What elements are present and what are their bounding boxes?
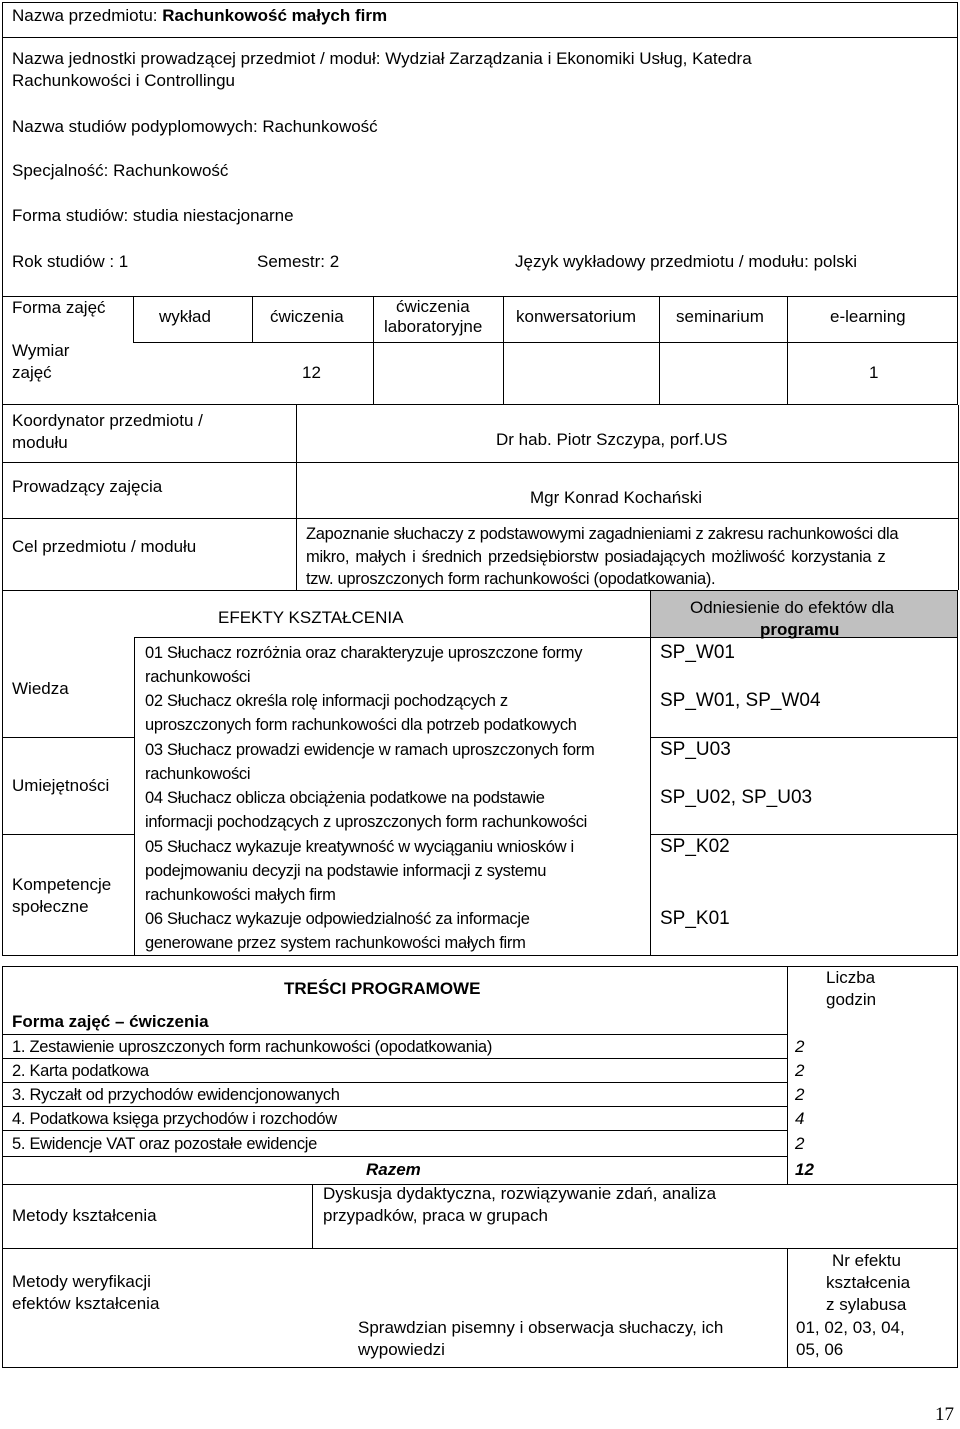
divider bbox=[650, 737, 958, 738]
program-item: 4. Podatkowa księga przychodów i rozchodów bbox=[12, 1110, 337, 1128]
col-seminar: seminarium bbox=[676, 307, 764, 326]
effect-line: 02 Słuchacz określa rolę informacji pochodzących z bbox=[145, 692, 508, 710]
study-form: Forma studiów: studia niestacjonarne bbox=[12, 206, 294, 225]
effect-line: uproszczonych form rachunkowości dla potrzeb podatkowych bbox=[145, 716, 577, 734]
program-item: 1. Zestawienie uproszczonych form rachunkowości (opodatkowania) bbox=[12, 1038, 493, 1056]
effect-ref: SP_U03 bbox=[660, 739, 731, 760]
effect-line: 06 Słuchacz wykazuje odpowiedzialność za informacje bbox=[145, 910, 530, 928]
category-knowledge: Wiedza bbox=[12, 679, 69, 698]
semester: Semestr: 2 bbox=[257, 252, 340, 271]
divider bbox=[2, 737, 134, 738]
refs-title-1: Odniesienie do efektów dla bbox=[690, 598, 895, 617]
program-item: 2. Karta podatkowa bbox=[12, 1062, 149, 1080]
effect-ref: SP_K01 bbox=[660, 908, 730, 929]
coordinator-label-1: Koordynator przedmiotu / bbox=[12, 411, 203, 430]
col-lab-1: ćwiczenia bbox=[396, 297, 470, 316]
unit-line-2: Rachunkowości i Controllingu bbox=[12, 71, 236, 90]
effect-line: rachunkowości bbox=[145, 765, 251, 783]
divider bbox=[2, 405, 3, 590]
study-year: Rok studiów : 1 bbox=[12, 252, 129, 271]
form-header: Forma zajęć – ćwiczenia bbox=[12, 1012, 209, 1031]
coordinator-value: Dr hab. Piotr Szczypa, porf.US bbox=[496, 430, 728, 449]
effect-ref: SP_U02, SP_U03 bbox=[660, 787, 813, 808]
divider bbox=[2, 1156, 787, 1157]
divider bbox=[2, 462, 958, 463]
divider bbox=[2, 1130, 787, 1131]
divider bbox=[2, 1082, 787, 1083]
divider bbox=[134, 637, 135, 956]
verification-effects-2: 05, 06 bbox=[796, 1340, 844, 1359]
subject-value: Rachunkowość małych firm bbox=[162, 6, 388, 25]
teacher-label: Prowadzący zajęcia bbox=[12, 477, 163, 496]
effect-line: podejmowaniu decyzji na podstawie informacji z systemu bbox=[145, 862, 547, 880]
language: Język wykładowy przedmiotu / modułu: polski bbox=[515, 252, 858, 271]
divider bbox=[503, 296, 504, 405]
refs-title-2: programu bbox=[760, 620, 840, 639]
divider bbox=[2, 1034, 787, 1035]
effect-no-1: Nr efektu bbox=[832, 1251, 901, 1270]
divider bbox=[2, 296, 958, 297]
goal-label: Cel przedmiotu / modułu bbox=[12, 537, 197, 556]
methods-value-2: przypadków, praca w grupach bbox=[323, 1206, 548, 1225]
divider bbox=[133, 342, 958, 343]
methods-label: Metody kształcenia bbox=[12, 1206, 157, 1225]
verification-value-2: wypowiedzi bbox=[358, 1340, 445, 1359]
col-lecture: wykład bbox=[159, 307, 211, 326]
divider bbox=[2, 1248, 958, 1249]
divider bbox=[787, 296, 788, 405]
program-item-hours: 4 bbox=[795, 1109, 805, 1128]
total-label: Razem bbox=[366, 1160, 421, 1179]
program-item-hours: 2 bbox=[795, 1085, 805, 1104]
hours-label-1: Wymiar bbox=[12, 341, 70, 360]
category-skills: Umiejętności bbox=[12, 776, 110, 795]
col-conversatory: konwersatorium bbox=[516, 307, 636, 326]
divider bbox=[2, 834, 134, 835]
category-social-2: społeczne bbox=[12, 897, 89, 916]
effect-line: 04 Słuchacz oblicza obciążenia podatkowe na podstawie bbox=[145, 789, 545, 807]
hours-title-2: godzin bbox=[826, 990, 877, 1009]
divider bbox=[650, 834, 958, 835]
col-lab-2: laboratoryjne bbox=[384, 317, 483, 336]
divider bbox=[296, 405, 297, 590]
divider bbox=[958, 405, 959, 590]
divider bbox=[650, 590, 651, 956]
specialty: Specjalność: Rachunkowość bbox=[12, 161, 229, 180]
effect-ref: SP_W01, SP_W04 bbox=[660, 690, 821, 711]
studies-name: Nazwa studiów podyplomowych: Rachunkowość bbox=[12, 117, 378, 136]
effect-ref: SP_W01 bbox=[660, 642, 735, 663]
verification-label-2: efektów kształcenia bbox=[12, 1294, 160, 1313]
divider bbox=[2, 1058, 787, 1059]
effect-line: rachunkowości małych firm bbox=[145, 886, 336, 904]
divider bbox=[2, 1106, 787, 1107]
total-hours: 12 bbox=[795, 1160, 814, 1179]
effect-line: informacji pochodzących z uproszczonych form rachunkowości bbox=[145, 813, 588, 831]
divider bbox=[373, 296, 374, 405]
divider bbox=[312, 1184, 313, 1248]
program-item-hours: 2 bbox=[795, 1037, 805, 1056]
verification-label-1: Metody weryfikacji bbox=[12, 1272, 151, 1291]
hours-elearning: 1 bbox=[869, 363, 879, 382]
unit-line-1: Nazwa jednostki prowadzącej przedmiot / moduł: Wydział Zarządzania i Ekonomiki Usług, Katedra bbox=[12, 49, 752, 68]
effects-title: EFEKTY KSZTAŁCENIA bbox=[218, 608, 404, 627]
coordinator-label-2: modułu bbox=[12, 433, 68, 452]
divider bbox=[2, 37, 958, 38]
goal-line-2: mikro, małych i średnich przedsiębiorstw posiadających możliwość korzystania z bbox=[306, 548, 886, 566]
effect-no-3: z sylabusa bbox=[826, 1295, 907, 1314]
divider bbox=[2, 518, 958, 519]
subject-label: Nazwa przedmiotu: bbox=[12, 6, 163, 25]
page-number: 17 bbox=[935, 1404, 954, 1425]
effect-line: 03 Słuchacz prowadzi ewidencje w ramach uproszczonych form bbox=[145, 741, 595, 759]
program-title: TREŚCI PROGRAMOWE bbox=[284, 979, 481, 998]
teacher-value: Mgr Konrad Kochański bbox=[530, 488, 702, 507]
verification-effects-1: 01, 02, 03, 04, bbox=[796, 1318, 905, 1337]
program-item: 5. Ewidencje VAT oraz pozostałe ewidencje bbox=[12, 1135, 318, 1153]
category-social-1: Kompetencje bbox=[12, 875, 112, 894]
effect-line: generowane przez system rachunkowości małych firm bbox=[145, 934, 526, 952]
effect-line: 01 Słuchacz rozróżnia oraz charakteryzuje uproszczone formy bbox=[145, 644, 583, 662]
divider bbox=[252, 296, 253, 342]
program-item-hours: 2 bbox=[795, 1134, 805, 1153]
hours-label-2: zajęć bbox=[12, 363, 52, 382]
hours-exercises: 12 bbox=[302, 363, 321, 382]
divider bbox=[787, 1248, 788, 1368]
col-elearning: e-learning bbox=[830, 307, 906, 326]
divider bbox=[133, 296, 134, 342]
effect-ref: SP_K02 bbox=[660, 836, 730, 857]
goal-line-3: tzw. uproszczonych form rachunkowości (opodatkowania). bbox=[306, 570, 716, 588]
effect-no-2: kształcenia bbox=[826, 1273, 911, 1292]
form-label: Forma zajęć bbox=[12, 298, 106, 317]
hours-title-1: Liczba bbox=[826, 968, 876, 987]
methods-value-1: Dyskusja dydaktyczna, rozwiązywanie zdań, analiza bbox=[323, 1184, 717, 1203]
effect-line: 05 Słuchacz wykazuje kreatywność w wyciąganiu wniosków i bbox=[145, 838, 574, 856]
effect-line: rachunkowości bbox=[145, 668, 251, 686]
verification-value-1: Sprawdzian pisemny i obserwacja słuchaczy, ich bbox=[358, 1318, 724, 1337]
program-item-hours: 2 bbox=[795, 1061, 805, 1080]
divider bbox=[787, 966, 788, 1184]
divider bbox=[659, 296, 660, 405]
col-exercises: ćwiczenia bbox=[270, 307, 344, 326]
subject-name bbox=[12, 5, 387, 27]
goal-line-1: Zapoznanie słuchaczy z podstawowymi zagadnieniami z zakresu rachunkowości dla bbox=[306, 525, 899, 543]
program-item: 3. Ryczałt od przychodów ewidencjonowanych bbox=[12, 1086, 340, 1104]
